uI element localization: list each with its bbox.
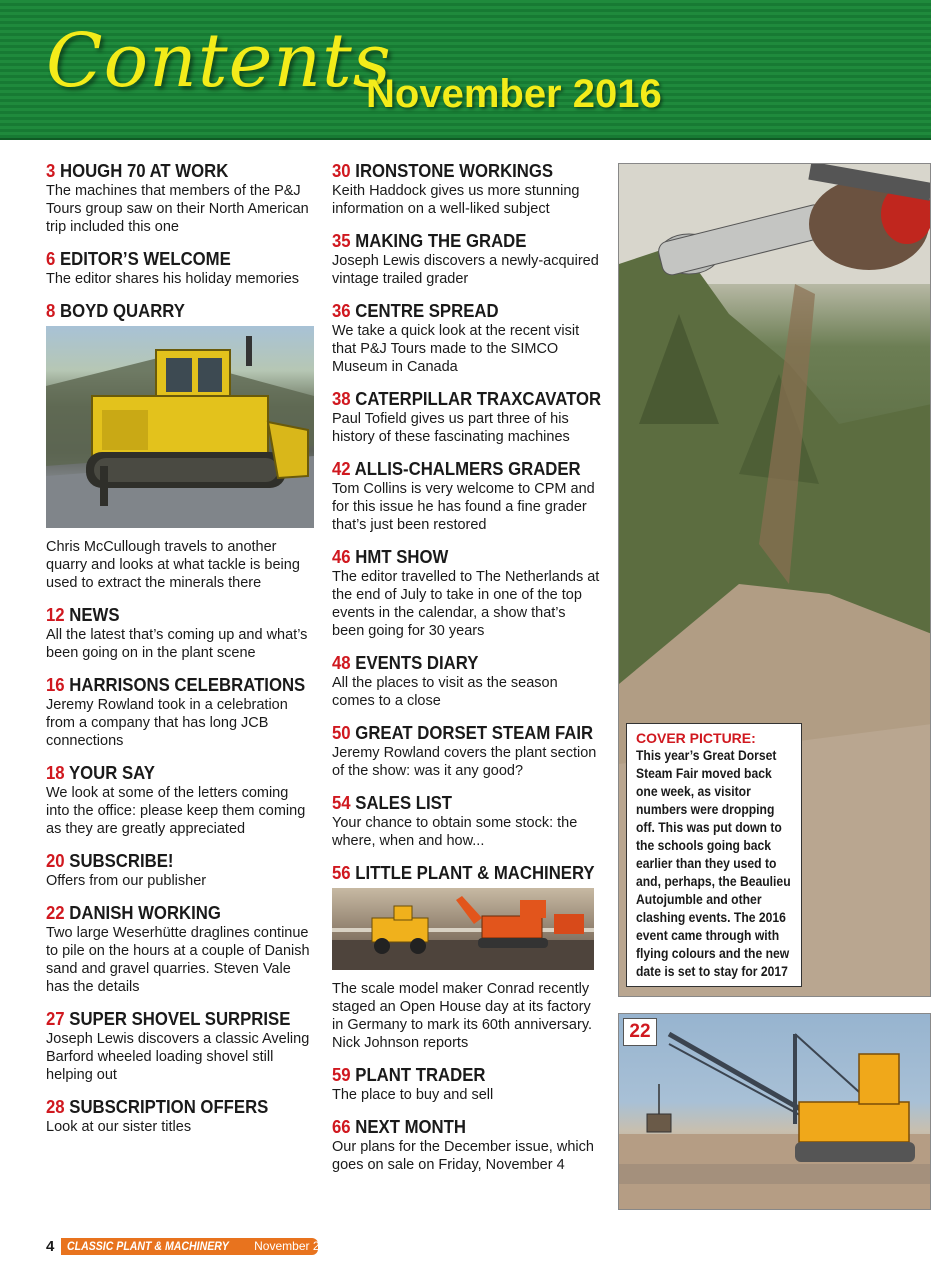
entry-description: Tom Collins is very welcome to CPM and for this issue he has found a fine grader that’s just been restored (332, 481, 595, 533)
contents-entry[interactable] (332, 652, 600, 710)
issue-date: November 2016 (366, 72, 662, 116)
contents-entry[interactable] (332, 230, 600, 288)
scale-models-illustration (332, 888, 594, 970)
dragline-illustration (619, 1014, 931, 1210)
dragline-page-badge: 22 (623, 1018, 657, 1046)
entry-description: We look at some of the letters coming into the office: please keep them coming as they are greatly appreciated (46, 785, 306, 837)
entry-title: SUBSCRIBE! (69, 851, 174, 871)
page-title: Contents (46, 18, 392, 104)
crawler-loader-photo (46, 326, 314, 528)
contents-entry[interactable] (46, 300, 314, 592)
entry-page-number: 38 (332, 389, 351, 409)
footer-page-number: 4 (46, 1238, 55, 1255)
entry-page-number: 12 (46, 605, 65, 625)
entry-page-number: 22 (46, 903, 65, 923)
entry-description: Look at our sister titles (46, 1119, 192, 1135)
contents-column-1 (46, 160, 314, 1148)
entry-title: EDITOR’S WELCOME (59, 249, 231, 269)
entry-title: YOUR SAY (68, 763, 155, 783)
entry-description: Jeremy Rowland took in a celebration from a company that has long JCB connections (46, 697, 288, 749)
entry-page-number: 54 (332, 793, 351, 813)
contents-entry[interactable] (46, 1096, 314, 1136)
entry-title: EVENTS DIARY (355, 653, 479, 673)
footer-issue-date: November 2016 (254, 1239, 340, 1253)
entry-page-number: 30 (332, 161, 351, 181)
contents-entry[interactable] (46, 850, 314, 890)
entry-page-number: 66 (332, 1117, 351, 1137)
entry-title: DANISH WORKING (69, 903, 221, 923)
contents-column-2 (332, 160, 600, 1186)
contents-entry[interactable] (46, 674, 314, 750)
entry-page-number: 46 (332, 547, 351, 567)
contents-entry[interactable] (46, 248, 314, 288)
footer-bar (61, 1238, 340, 1255)
contents-entry[interactable] (46, 604, 314, 662)
entry-title: GREAT DORSET STEAM FAIR (355, 723, 594, 743)
entry-title: NEXT MONTH (355, 1117, 466, 1137)
entry-description: Two large Weserhütte draglines continue to pile on the hours at a couple of Danish sand and gravel quarries. Steven Vale has the details (46, 925, 310, 995)
entry-title: CATERPILLAR TRAXCAVATOR (355, 389, 602, 409)
entry-description: The editor shares his holiday memories (46, 271, 300, 287)
contents-entry[interactable] (332, 160, 600, 218)
contents-entry[interactable] (332, 862, 600, 1052)
entry-page-number: 20 (46, 851, 65, 871)
contents-entry[interactable] (46, 902, 314, 996)
cover-caption-text: This year’s Great Dorset Steam Fair moved back one week, as visitor numbers were dropping off. This was put down to the schools going back earlier than they used to and, perhaps, the Beaulieu Autojumble and other clashing events. The 2016 event came through with flying colours and the new date is set to stay for 2017 (636, 748, 791, 979)
entry-title: SALES LIST (355, 793, 453, 813)
entry-page-number: 27 (46, 1009, 65, 1029)
contents-entry[interactable] (332, 1116, 600, 1174)
entry-page-number: 6 (46, 249, 56, 269)
entry-title: LITTLE PLANT & MACHINERY (355, 863, 595, 883)
entry-description: We take a quick look at the recent visit that P&J Tours made to the SIMCO Museum in Canada (332, 323, 580, 375)
entry-title: HMT SHOW (355, 547, 449, 567)
entry-title: PLANT TRADER (355, 1065, 486, 1085)
entry-description: The place to buy and sell (332, 1087, 494, 1103)
contents-entry[interactable] (332, 792, 600, 850)
entry-description: All the places to visit as the season comes to a close (332, 675, 558, 709)
entry-description: The scale model maker Conrad recently staged an Open House day at its factory in Germany to mark its 60th anniversary. Nick Johnson reports (332, 981, 593, 1051)
scale-models-photo (332, 888, 594, 970)
entry-description: Joseph Lewis discovers a newly-acquired vintage trailed grader (332, 253, 599, 287)
contents-entry[interactable] (332, 546, 600, 640)
entry-title: SUBSCRIPTION OFFERS (69, 1097, 269, 1117)
entry-page-number: 8 (46, 301, 56, 321)
entry-title: NEWS (69, 605, 120, 625)
entry-description: The machines that members of the P&J Tours group saw on their North American trip included this one (46, 183, 309, 235)
entry-page-number: 35 (332, 231, 351, 251)
entry-description: Our plans for the December issue, which goes on sale on Friday, November 4 (332, 1139, 594, 1173)
entry-title: ALLIS-CHALMERS GRADER (354, 459, 581, 479)
entry-title: HARRISONS CELEBRATIONS (69, 675, 306, 695)
entry-description: All the latest that’s coming up and what’s been going on in the plant scene (46, 627, 308, 661)
entry-title: MAKING THE GRADE (355, 231, 527, 251)
cover-caption-label: COVER PICTURE: (636, 730, 756, 746)
entry-description: Keith Haddock gives us more stunning information on a well-liked subject (332, 183, 580, 217)
dragline-photo (618, 1013, 931, 1210)
contents-entry[interactable] (46, 160, 314, 236)
entry-description: Your chance to obtain some stock: the where, when and how... (332, 815, 578, 849)
contents-entry[interactable] (46, 1008, 314, 1084)
entry-page-number: 50 (332, 723, 351, 743)
entry-description: Chris McCullough travels to another quarry and looks at what tackle is being used to extract the minerals there (46, 539, 300, 591)
cover-picture-caption (626, 723, 802, 987)
header-banner (0, 0, 931, 140)
contents-entry[interactable] (332, 1064, 600, 1104)
crawler-loader-illustration (46, 326, 314, 528)
contents-entry[interactable] (332, 300, 600, 376)
entry-title: CENTRE SPREAD (355, 301, 499, 321)
contents-entry[interactable] (332, 458, 600, 534)
entry-title: SUPER SHOVEL SURPRISE (69, 1009, 291, 1029)
entry-page-number: 42 (332, 459, 351, 479)
entry-page-number: 56 (332, 863, 351, 883)
entry-description: Paul Tofield gives us part three of his history of these fascinating machines (332, 411, 570, 445)
contents-entry[interactable] (332, 722, 600, 780)
entry-description: Offers from our publisher (46, 873, 207, 889)
entry-title: BOYD QUARRY (59, 301, 185, 321)
entry-description: The editor travelled to The Netherlands at the end of July to take in one of the top events in the calendar, a show that’s been going for 30 years (332, 569, 600, 639)
entry-title: HOUGH 70 AT WORK (59, 161, 229, 181)
entry-page-number: 36 (332, 301, 351, 321)
entry-page-number: 28 (46, 1097, 65, 1117)
entry-page-number: 48 (332, 653, 351, 673)
entry-title: IRONSTONE WORKINGS (355, 161, 554, 181)
entry-page-number: 16 (46, 675, 65, 695)
contents-entry[interactable] (332, 388, 600, 446)
contents-entry[interactable] (46, 762, 314, 838)
entry-description: Jeremy Rowland covers the plant section of the show: was it any good? (332, 745, 597, 779)
entry-page-number: 18 (46, 763, 65, 783)
entry-page-number: 59 (332, 1065, 351, 1085)
footer-magazine-name: CLASSIC PLANT & MACHINERY (67, 1239, 229, 1253)
entry-description: Joseph Lewis discovers a classic Aveling Barford wheeled loading shovel still helping out (46, 1031, 310, 1083)
entry-page-number: 3 (46, 161, 56, 181)
